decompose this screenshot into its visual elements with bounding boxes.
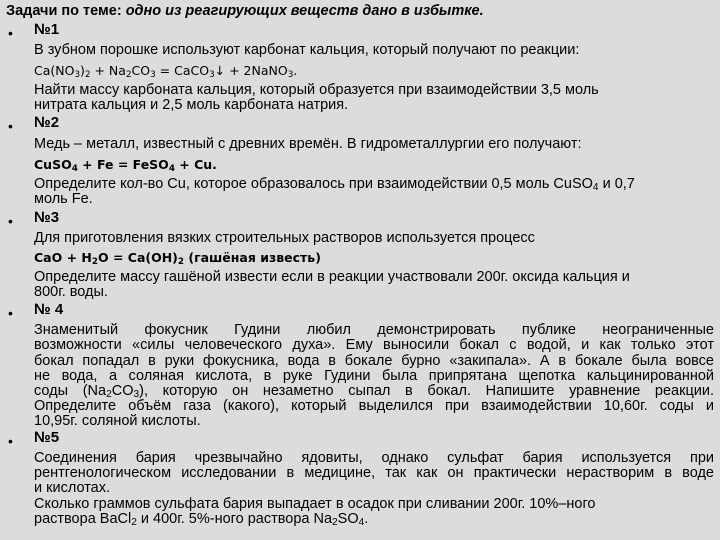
task5-line1: Соединения бария чрезвычайно ядовиты, однако сульфат бария используется при (34, 450, 714, 466)
task2-equation: CuSO$_4$ + Fe = FeSO$_4$ + Cu. (34, 157, 217, 174)
task3-question-line2: 800г. воды. (34, 284, 108, 300)
task1-question-line2: нитрата кальция и 2,5 моль карбоната натрия. (34, 97, 349, 113)
task5-line3: и кислотах. (34, 480, 111, 496)
task5-number: №5 (34, 429, 60, 446)
task3-number: №3 (34, 209, 60, 226)
bullet-task1: • (8, 25, 13, 41)
task2-question-line2: моль Fe. (34, 191, 93, 207)
task3-equation: CaO + $H_2O = Ca(OH)_2$ (гашёная известь) (34, 250, 321, 267)
task5-line2: рентгенологическом исследовании в медицине, так как он практически нерастворим в воде (34, 465, 714, 481)
bullet-task2: • (8, 118, 13, 134)
bullet-task3: • (8, 213, 13, 229)
task1-question-line1: Найти массу карбоната кальция, который образуется при взаимодействии 3,5 моль (34, 82, 599, 98)
task3-question-line1: Определите массу гашёной извести если в реакции участвовали 200г. оксида кальция и (34, 269, 630, 285)
task5-line5: раствора BaCl$_2$ и 400г. 5%-ного раствора $Na_2SO_4$. (34, 511, 369, 528)
bullet-task5: • (8, 433, 13, 449)
slide-title (6, 2, 484, 20)
task4-line5: соды $(Na_2CO_3)$, которую он незаметно сыпал в бокал. Напишите уравнение реакции. (34, 383, 714, 400)
task2-intro: Медь – металл, известный с древних времён. В гидрометаллургии его получают: (34, 136, 582, 152)
task1-intro: В зубном порошке используют карбонат кальция, который получают по реакции: (34, 42, 580, 58)
task2-number: №2 (34, 114, 60, 131)
title-prefix: Задачи по теме: (6, 3, 126, 19)
task4-line2: возможности «силы человеческого духа». Ему выносили бокал с водой, и как только этот (34, 337, 714, 353)
task3-intro: Для приготовления вязких строительных растворов используется процесс (34, 230, 535, 246)
title-topic: одно из реагирующих веществ дано в избытке. (125, 3, 484, 19)
bullet-task4: • (8, 305, 13, 321)
task4-line1: Знаменитый фокусник Гудини любил демонстрировать публике неограниченные (34, 322, 714, 338)
task4-line7: 10,95г. соляной кислоты. (34, 413, 201, 429)
task4-line6: Определите объём газа (какого), который выделился при взаимодействии 10,60г. соды и (34, 398, 714, 414)
task1-equation: $Ca(NO_3)_2 + Na_2CO_3$ = CaCO$_3$↓ + 2NaNO$_3$. (34, 63, 298, 80)
task4-line3: бокал попадал в руки фокусника, вода в бокале бурно «закипала». А в бокале была вовсе (34, 353, 714, 369)
task4-line4: не вода, а соляная кислота, в руке Гудини была припрятана щепотка кальцинированной (34, 368, 714, 384)
task1-number: №1 (34, 21, 60, 38)
task2-question-line1: Определите кол-во Cu, которое образовалось при взаимодействии 0,5 моль CuSO$_4$ и 0,7 (34, 176, 635, 193)
task5-line4: Сколько граммов сульфата бария выпадает в осадок при сливании 200г. 10%–ного (34, 496, 596, 512)
task4-number: № 4 (34, 301, 64, 318)
